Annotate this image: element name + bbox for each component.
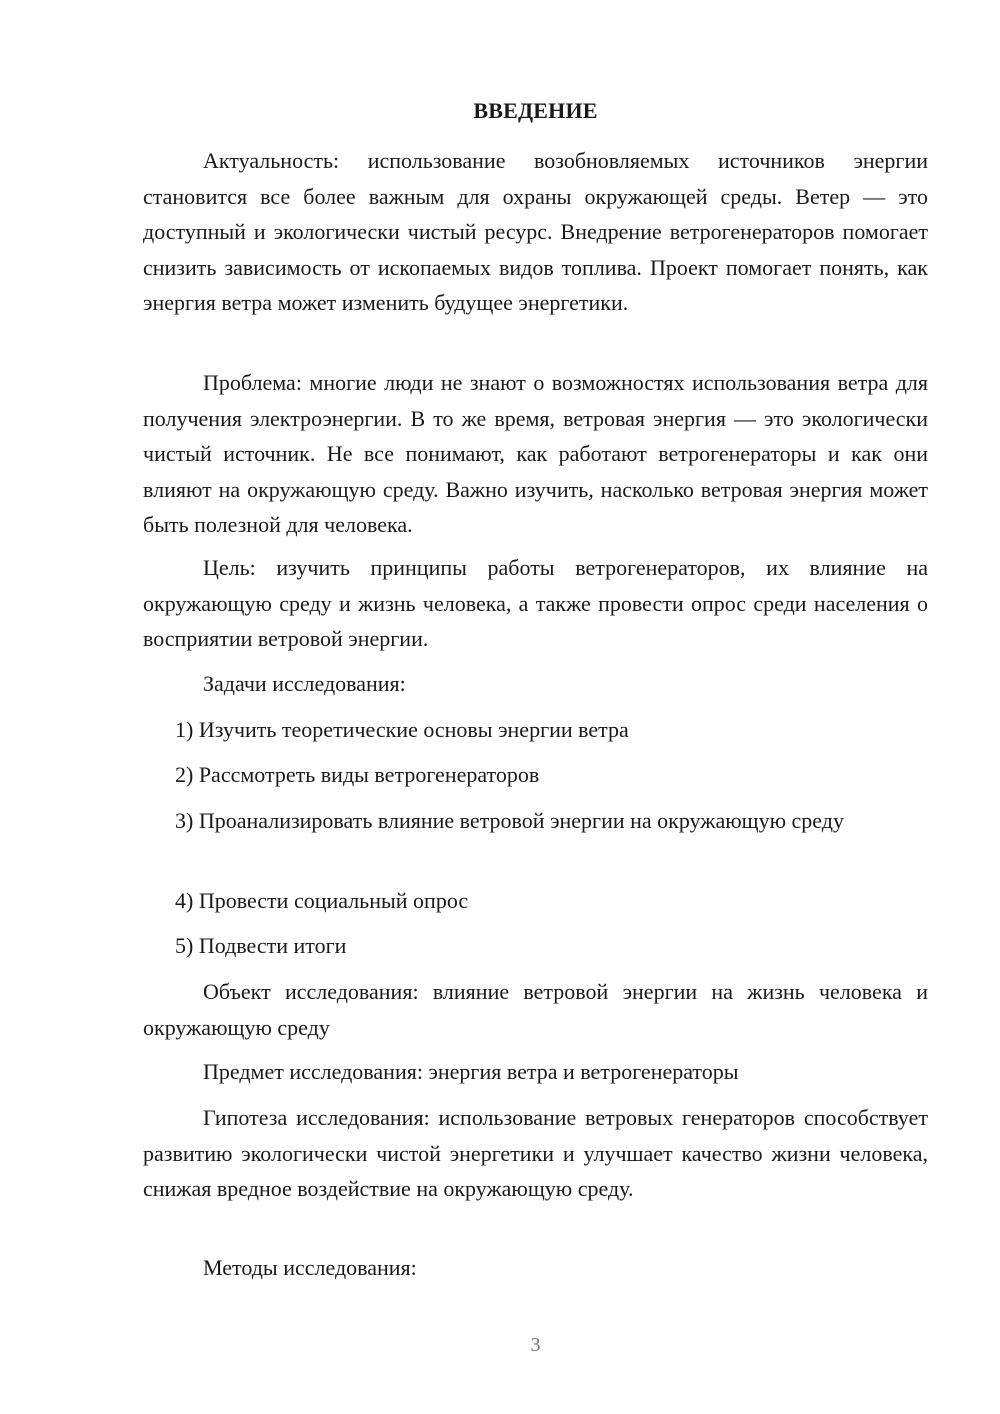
section-title: ВВЕДЕНИЕ: [473, 98, 598, 123]
task-item-5: 5) Подвести итоги: [175, 933, 347, 958]
page-number: 3: [530, 1334, 541, 1356]
task-item-1: 1) Изучить теоретические основы энергии ветра: [175, 717, 629, 742]
paragraph-problem: Проблема: многие люди не знают о возможностях использования ветра для получения электроэнергии. В то же время, ветровая энергия — это экологически чистый источник. Не все понимают, как работают ветрогенераторы и как они влияют на окружающую среду. Важно изучить, насколько ветровая энергия может быть полезной для человека.: [143, 370, 928, 537]
task-item-2: 2) Рассмотреть виды ветрогенераторов: [175, 762, 540, 787]
paragraph-object: Объект исследования: влияние ветровой энергии на жизнь человека и окружающую среду: [143, 979, 928, 1040]
paragraph-relevance: Актуальность: использование возобновляемых источников энергии становится все более важным для охраны окружающей среды. Ветер — это доступный и экологически чистый ресурс. Внедрение ветрогенераторов помогает снизить зависимость от ископаемых видов топлива. Проект помогает понять, как энергия ветра может изменить будущее энергетики.: [143, 148, 928, 315]
task-item-3: 3) Проанализировать влияние ветровой энергии на окружающую среду: [175, 808, 844, 833]
paragraph-subject: Предмет исследования: энергия ветра и ветрогенераторы: [203, 1059, 739, 1084]
paragraph-hypothesis: Гипотеза исследования: использование ветровых генераторов способствует развитию экологически чистой энергетики и улучшает качество жизни человека, снижая вредное воздействие на окружающую среду.: [143, 1105, 928, 1201]
tasks-heading: Задачи исследования:: [203, 671, 406, 696]
paragraph-methods: Методы исследования:: [203, 1255, 417, 1280]
paragraph-goal: Цель: изучить принципы работы ветрогенераторов, их влияние на окружающую среду и жизнь человека, а также провести опрос среди населения о восприятии ветровой энергии.: [143, 555, 928, 651]
document-page: [143, 0, 928, 1414]
task-item-4: 4) Провести социальный опрос: [175, 888, 469, 913]
